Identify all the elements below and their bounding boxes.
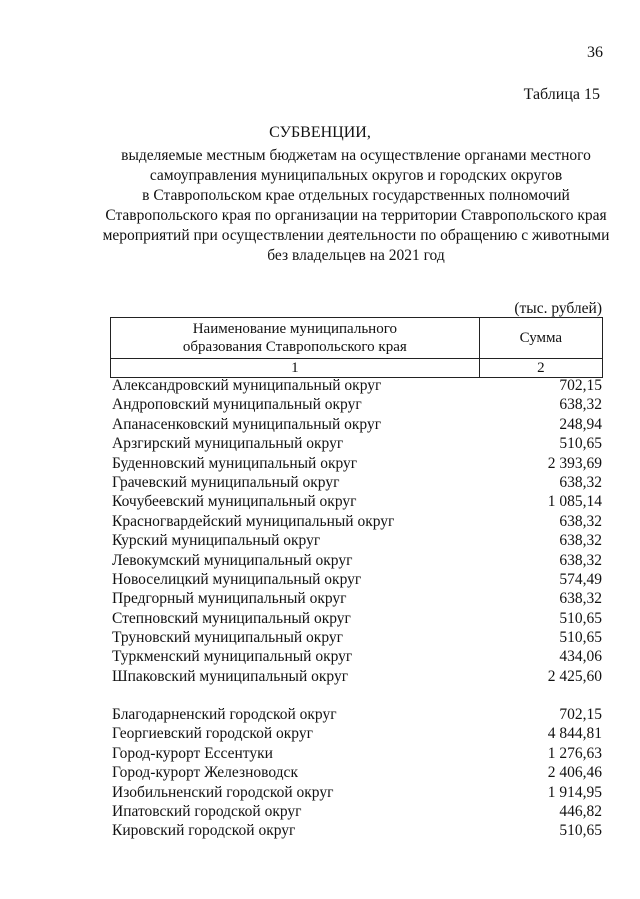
table-row — [112, 434, 602, 453]
table-row — [112, 724, 602, 743]
subtitle-line: без владельцев на 2021 год — [267, 247, 445, 264]
okrug-amount: 510,65 — [559, 435, 602, 453]
units-label: (тыс. рублей) — [514, 300, 602, 317]
okrug-name: Новоселицкий муниципальный округ — [112, 570, 362, 588]
okrug-name: Шпаковский муниципальный округ — [112, 667, 349, 685]
okrug-name: Георгиевский городской округ — [112, 725, 313, 743]
column-number-1: 1 — [111, 359, 480, 378]
okrug-amount: 638,32 — [559, 512, 602, 530]
table-row — [112, 512, 602, 531]
okrug-name: Туркменский муниципальный округ — [112, 648, 353, 666]
subtitle-line: мероприятий при осуществлении деятельности по обращению с животными — [102, 227, 610, 244]
table-row — [112, 570, 602, 589]
okrug-amount: 638,32 — [559, 473, 602, 491]
okrug-name: Андроповский муниципальный округ — [112, 396, 362, 414]
header-name-line: Наименование муниципального — [192, 321, 397, 337]
table-row — [112, 395, 602, 414]
okrug-name: Изобильненский городской округ — [112, 783, 334, 801]
table-row — [112, 763, 602, 782]
header-name-line: образования Ставропольского края — [182, 339, 407, 355]
okrug-amount: 1 276,63 — [547, 744, 602, 762]
okrug-amount: 702,15 — [559, 377, 602, 394]
table-row — [112, 376, 602, 395]
table-row — [112, 473, 602, 492]
okrug-name: Труновский муниципальный округ — [112, 629, 343, 647]
table-row — [112, 628, 602, 647]
table-row — [112, 415, 602, 434]
okrug-amount: 638,32 — [559, 396, 602, 414]
subtitle-line: в Ставропольском крае отдельных государственных полномочий — [142, 187, 570, 204]
subtitle-line: самоуправления муниципальных округов и городских округов — [149, 167, 563, 184]
okrug-amount: 2 393,69 — [547, 454, 602, 472]
okrug-amount: 638,32 — [559, 532, 602, 550]
table-row — [112, 667, 602, 686]
okrug-amount: 574,49 — [559, 570, 602, 588]
table-row — [112, 551, 602, 570]
okrug-name: Ипатовский городской округ — [112, 802, 302, 820]
okrug-name: Левокумский муниципальный округ — [112, 551, 353, 569]
okrug-name: Город-курорт Ессентуки — [112, 744, 273, 762]
document-title: СУБВЕНЦИИ, — [269, 124, 371, 141]
okrug-name: Буденновский муниципальный округ — [112, 454, 358, 472]
subtitle-line: выделяемые местным бюджетам на осуществление органами местного — [121, 147, 591, 164]
table-row — [112, 454, 602, 473]
subtitle-line: Ставропольского края по организации на территории Ставропольского края — [105, 207, 607, 224]
okrug-amount: 638,32 — [559, 590, 602, 608]
okrug-amount: 1 085,14 — [547, 493, 602, 511]
okrug-amount: 4 844,81 — [547, 725, 602, 743]
okrug-amount: 434,06 — [559, 648, 602, 666]
okrug-name: Грачевский муниципальный округ — [112, 473, 340, 491]
city-okrugs-list — [112, 705, 602, 841]
header-name-cell — [111, 318, 480, 359]
table-header — [110, 317, 603, 378]
municipal-okrugs-list — [112, 376, 602, 686]
okrug-amount: 510,65 — [559, 629, 602, 647]
okrug-name: Курский муниципальный округ — [112, 532, 321, 550]
okrug-amount: 702,15 — [559, 706, 602, 723]
table-row — [112, 783, 602, 802]
table-row — [112, 802, 602, 821]
table-row — [112, 705, 602, 724]
okrug-name: Кировский городской округ — [112, 822, 296, 840]
header-sum-cell: Сумма — [479, 318, 602, 359]
table-row — [112, 609, 602, 628]
table-row — [112, 589, 602, 608]
okrug-amount: 1 914,95 — [547, 783, 602, 801]
table-row — [112, 744, 602, 763]
okrug-name: Александровский муниципальный округ — [112, 377, 382, 394]
column-number-2: 2 — [479, 359, 602, 378]
okrug-name: Апанасенковский муниципальный округ — [112, 415, 382, 433]
okrug-amount: 510,65 — [559, 609, 602, 627]
okrug-amount: 248,94 — [559, 415, 602, 433]
okrug-name: Предгорный муниципальный округ — [112, 590, 347, 608]
document-subtitle — [100, 146, 612, 266]
table-label: Таблица 15 — [523, 86, 600, 103]
okrug-amount: 638,32 — [559, 551, 602, 569]
okrug-name: Благодарненский городской округ — [112, 706, 337, 723]
okrug-amount: 2 406,46 — [547, 764, 602, 782]
table-row — [112, 492, 602, 511]
table-row — [112, 821, 602, 840]
okrug-name: Красногвардейский муниципальный округ — [112, 512, 395, 530]
okrug-amount: 510,65 — [559, 822, 602, 840]
table-row — [112, 647, 602, 666]
okrug-name: Город-курорт Железноводск — [112, 764, 298, 782]
okrug-name: Степновский муниципальный округ — [112, 609, 351, 627]
okrug-name: Арзгирский муниципальный округ — [112, 435, 344, 453]
okrug-amount: 2 425,60 — [547, 667, 602, 685]
page-number: 36 — [587, 44, 603, 61]
okrug-amount: 446,82 — [559, 802, 602, 820]
table-row — [112, 531, 602, 550]
okrug-name: Кочубеевский муниципальный округ — [112, 493, 357, 511]
